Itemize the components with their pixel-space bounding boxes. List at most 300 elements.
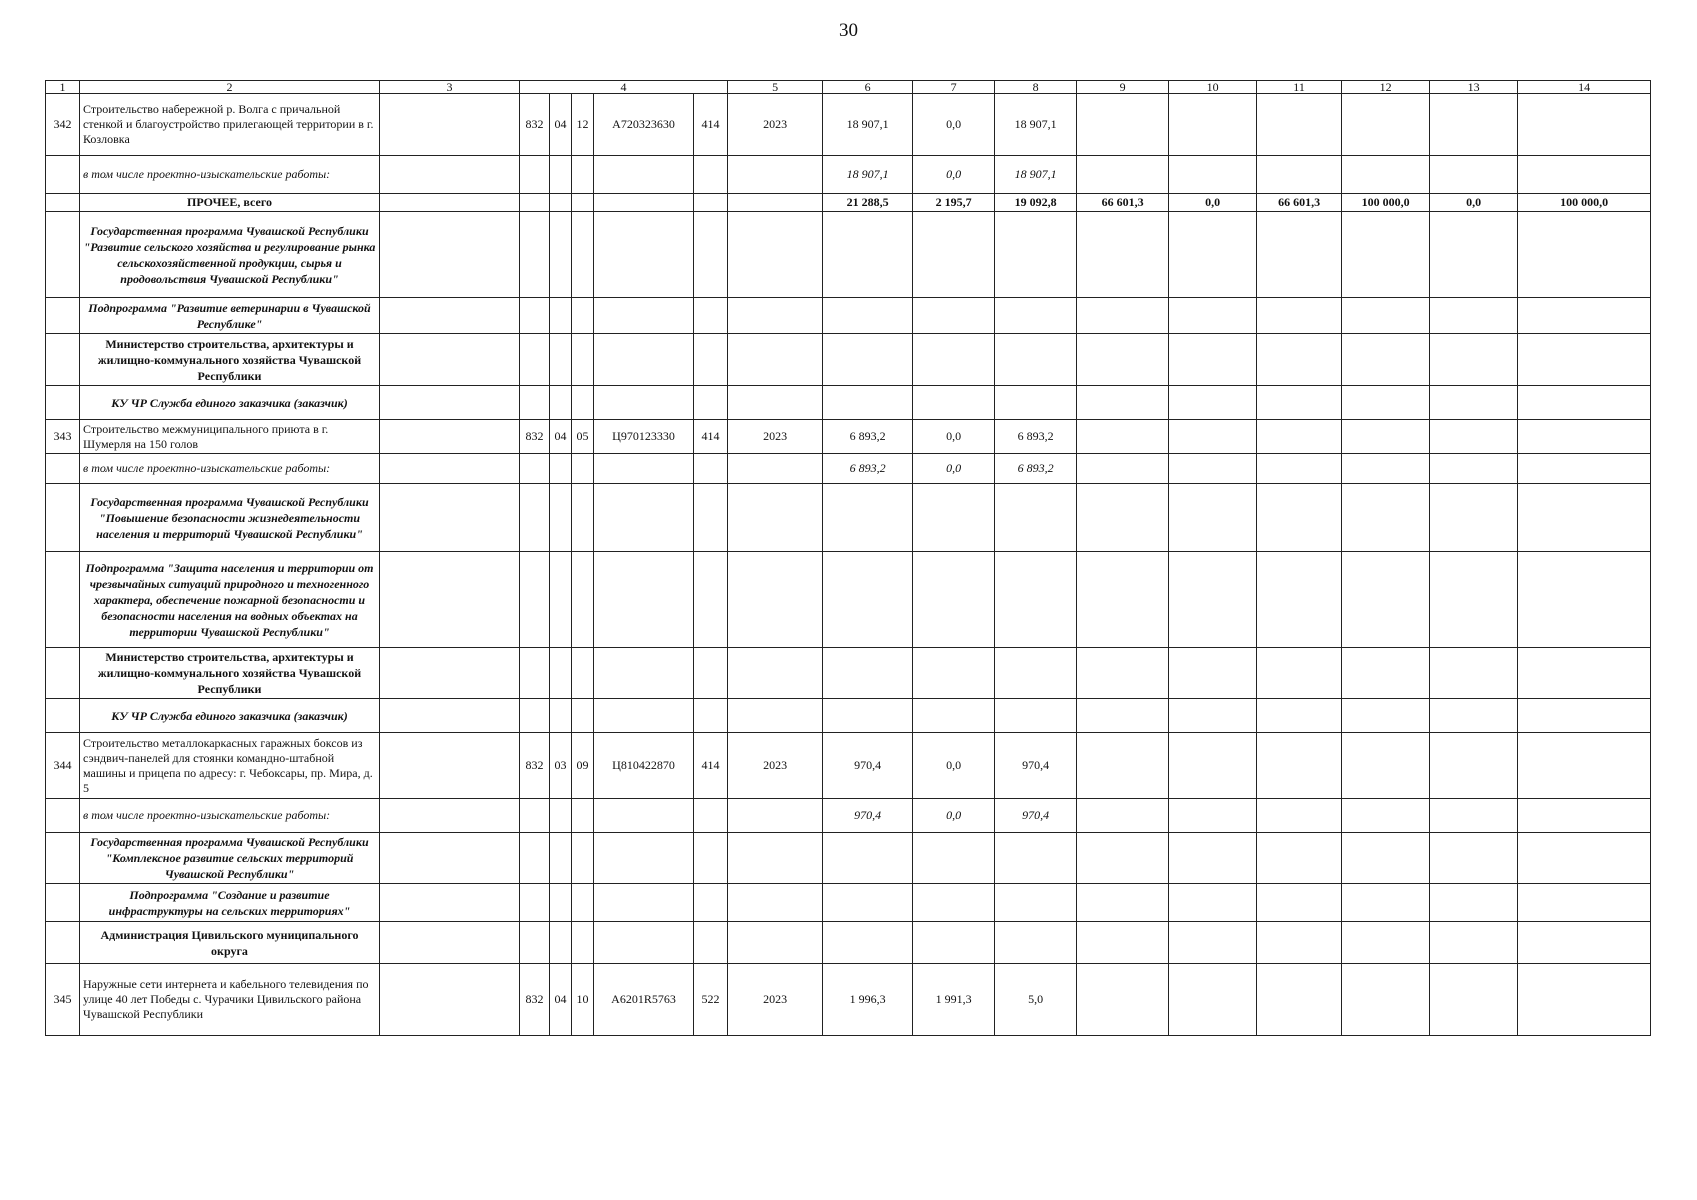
- cell-c13: [1430, 334, 1518, 386]
- cell-c6: [823, 833, 913, 884]
- cell-c13: [1430, 454, 1518, 484]
- table-row: [46, 212, 1651, 298]
- cell-c11: [1257, 964, 1342, 1036]
- cell-c7: 0,0: [913, 156, 995, 194]
- cell-c10: [1169, 799, 1257, 833]
- row-number: [46, 799, 80, 833]
- cell-c7: 0,0: [913, 94, 995, 156]
- cell-c14: [1518, 420, 1651, 454]
- cell-vr: [694, 386, 728, 420]
- cell-c14: [1518, 94, 1651, 156]
- row-number: 343: [46, 420, 80, 454]
- cell-c8: 19 092,8: [995, 194, 1077, 212]
- cell-c14: [1518, 156, 1651, 194]
- cell-pr: [572, 334, 594, 386]
- cell-c8: [995, 699, 1077, 733]
- cell-vr: [694, 922, 728, 964]
- cell-c11: [1257, 386, 1342, 420]
- row-description: Подпрограмма "Развитие ветеринарии в Чувашской Республике": [80, 298, 380, 334]
- table-row: [46, 386, 1651, 420]
- cell-pr: 12: [572, 94, 594, 156]
- cell-c11: [1257, 94, 1342, 156]
- row-description: Строительство металлокаркасных гаражных боксов из сэндвич-панелей для стоянки командно-штабной машины и прицепа по адресу: г. Чебоксары, пр. Мира, д. 5: [80, 733, 380, 799]
- cell-csr: [594, 194, 694, 212]
- cell-grbs: [520, 454, 550, 484]
- cell-c12: [1342, 833, 1430, 884]
- cell-grbs: 832: [520, 733, 550, 799]
- cell-c7: [913, 386, 995, 420]
- cell-vr: [694, 298, 728, 334]
- cell-grbs: [520, 334, 550, 386]
- cell-rz: [550, 212, 572, 298]
- cell-year: [728, 212, 823, 298]
- cell-pr: [572, 799, 594, 833]
- cell-c9: [1077, 298, 1169, 334]
- cell-c6: [823, 922, 913, 964]
- cell-c10: [1169, 94, 1257, 156]
- cell-c13: [1430, 699, 1518, 733]
- cell-grbs: 832: [520, 964, 550, 1036]
- cell-rz: [550, 194, 572, 212]
- cell-grbs: [520, 884, 550, 922]
- cell-year: [728, 334, 823, 386]
- cell-grbs: [520, 386, 550, 420]
- cell-c8: [995, 212, 1077, 298]
- cell-year: [728, 648, 823, 699]
- row-number: [46, 884, 80, 922]
- cell-c10: [1169, 552, 1257, 648]
- cell-c12: [1342, 699, 1430, 733]
- cell-year: [728, 454, 823, 484]
- cell-c10: [1169, 733, 1257, 799]
- cell-csr: [594, 386, 694, 420]
- cell-c12: [1342, 156, 1430, 194]
- cell-c12: [1342, 212, 1430, 298]
- column-3-cell: [380, 420, 520, 454]
- cell-c11: [1257, 484, 1342, 552]
- cell-pr: [572, 833, 594, 884]
- cell-pr: [572, 648, 594, 699]
- cell-c11: [1257, 420, 1342, 454]
- cell-c9: [1077, 922, 1169, 964]
- cell-grbs: [520, 552, 550, 648]
- cell-c11: [1257, 733, 1342, 799]
- header-cell: 12: [1342, 81, 1430, 94]
- cell-c12: [1342, 298, 1430, 334]
- cell-c9: [1077, 833, 1169, 884]
- cell-c8: 6 893,2: [995, 420, 1077, 454]
- cell-c8: [995, 833, 1077, 884]
- cell-c10: [1169, 454, 1257, 484]
- cell-vr: [694, 799, 728, 833]
- cell-c9: [1077, 884, 1169, 922]
- column-3-cell: [380, 194, 520, 212]
- cell-c6: [823, 699, 913, 733]
- cell-c8: 6 893,2: [995, 454, 1077, 484]
- cell-c7: [913, 334, 995, 386]
- cell-c9: [1077, 334, 1169, 386]
- cell-c10: [1169, 884, 1257, 922]
- row-number: [46, 833, 80, 884]
- cell-c7: [913, 922, 995, 964]
- cell-c13: [1430, 964, 1518, 1036]
- cell-c11: [1257, 212, 1342, 298]
- cell-csr: [594, 648, 694, 699]
- cell-c7: [913, 212, 995, 298]
- row-description: Подпрограмма "Создание и развитие инфраструктуры на сельских территориях": [80, 884, 380, 922]
- cell-grbs: [520, 922, 550, 964]
- cell-c13: [1430, 386, 1518, 420]
- cell-c14: [1518, 733, 1651, 799]
- cell-c8: [995, 386, 1077, 420]
- cell-c13: [1430, 156, 1518, 194]
- cell-vr: [694, 156, 728, 194]
- row-number: [46, 212, 80, 298]
- table-row: [46, 922, 1651, 964]
- cell-c14: [1518, 298, 1651, 334]
- cell-rz: [550, 298, 572, 334]
- row-number: [46, 194, 80, 212]
- header-cell: 10: [1169, 81, 1257, 94]
- cell-c10: [1169, 964, 1257, 1036]
- cell-c12: [1342, 552, 1430, 648]
- cell-c10: 0,0: [1169, 194, 1257, 212]
- cell-c14: [1518, 386, 1651, 420]
- header-cell: 13: [1430, 81, 1518, 94]
- header-cell: 3: [380, 81, 520, 94]
- header-cell: 9: [1077, 81, 1169, 94]
- table-row: [46, 454, 1651, 484]
- cell-c10: [1169, 420, 1257, 454]
- cell-rz: [550, 884, 572, 922]
- cell-c6: [823, 648, 913, 699]
- header-cell: 7: [913, 81, 995, 94]
- cell-pr: [572, 484, 594, 552]
- cell-c13: [1430, 94, 1518, 156]
- row-number: 344: [46, 733, 80, 799]
- cell-c13: [1430, 733, 1518, 799]
- cell-grbs: [520, 833, 550, 884]
- cell-vr: 414: [694, 420, 728, 454]
- cell-pr: [572, 454, 594, 484]
- cell-c6: [823, 298, 913, 334]
- cell-c14: [1518, 484, 1651, 552]
- cell-c14: [1518, 699, 1651, 733]
- row-number: [46, 334, 80, 386]
- table-row: [46, 884, 1651, 922]
- cell-c7: 0,0: [913, 420, 995, 454]
- cell-c7: [913, 552, 995, 648]
- cell-c13: [1430, 552, 1518, 648]
- cell-year: [728, 156, 823, 194]
- cell-c9: [1077, 733, 1169, 799]
- row-number: [46, 922, 80, 964]
- cell-c12: [1342, 648, 1430, 699]
- cell-c12: [1342, 884, 1430, 922]
- cell-c7: 0,0: [913, 454, 995, 484]
- header-cell: 8: [995, 81, 1077, 94]
- column-3-cell: [380, 699, 520, 733]
- row-description: Государственная программа Чувашской Республики "Повышение безопасности жизнедеятельности населения и территорий Чувашской Республики": [80, 484, 380, 552]
- cell-csr: Ц810422870: [594, 733, 694, 799]
- header-cell: 4: [520, 81, 728, 94]
- column-3-cell: [380, 484, 520, 552]
- cell-c9: [1077, 386, 1169, 420]
- cell-rz: [550, 699, 572, 733]
- cell-c6: 21 288,5: [823, 194, 913, 212]
- cell-csr: [594, 552, 694, 648]
- cell-c9: 66 601,3: [1077, 194, 1169, 212]
- header-cell: 5: [728, 81, 823, 94]
- cell-c8: [995, 484, 1077, 552]
- table-row: [46, 484, 1651, 552]
- cell-c6: [823, 484, 913, 552]
- cell-c9: [1077, 420, 1169, 454]
- cell-c14: [1518, 552, 1651, 648]
- table-row: [46, 194, 1651, 212]
- table-row: [46, 733, 1651, 799]
- cell-c11: [1257, 334, 1342, 386]
- cell-c8: 970,4: [995, 799, 1077, 833]
- cell-c10: [1169, 648, 1257, 699]
- row-number: [46, 484, 80, 552]
- cell-c14: [1518, 212, 1651, 298]
- row-description: Государственная программа Чувашской Республики "Развитие сельского хозяйства и регулирование рынка сельскохозяйственной продукции, сырья и продовольствия Чувашской Республики": [80, 212, 380, 298]
- cell-c11: 66 601,3: [1257, 194, 1342, 212]
- row-number: [46, 454, 80, 484]
- cell-csr: [594, 699, 694, 733]
- cell-csr: [594, 212, 694, 298]
- row-description: Государственная программа Чувашской Республики "Комплексное развитие сельских территорий Чувашской Республики": [80, 833, 380, 884]
- cell-pr: 05: [572, 420, 594, 454]
- cell-pr: 10: [572, 964, 594, 1036]
- column-3-cell: [380, 733, 520, 799]
- row-number: [46, 386, 80, 420]
- cell-vr: [694, 484, 728, 552]
- cell-c12: [1342, 386, 1430, 420]
- row-description: КУ ЧР Служба единого заказчика (заказчик): [80, 699, 380, 733]
- cell-c14: [1518, 799, 1651, 833]
- cell-pr: [572, 212, 594, 298]
- cell-c13: [1430, 799, 1518, 833]
- header-cell: 14: [1518, 81, 1651, 94]
- cell-c7: 0,0: [913, 733, 995, 799]
- header-row: [46, 81, 1651, 94]
- cell-c6: [823, 212, 913, 298]
- cell-c12: [1342, 420, 1430, 454]
- cell-csr: [594, 454, 694, 484]
- cell-c8: [995, 884, 1077, 922]
- cell-c9: [1077, 552, 1169, 648]
- table-row: [46, 334, 1651, 386]
- cell-c12: [1342, 733, 1430, 799]
- cell-c6: 18 907,1: [823, 156, 913, 194]
- cell-rz: [550, 334, 572, 386]
- column-3-cell: [380, 156, 520, 194]
- cell-csr: [594, 884, 694, 922]
- cell-c6: [823, 884, 913, 922]
- cell-csr: Ц970123330: [594, 420, 694, 454]
- cell-pr: [572, 156, 594, 194]
- cell-c7: [913, 648, 995, 699]
- cell-c12: [1342, 964, 1430, 1036]
- cell-c7: 0,0: [913, 799, 995, 833]
- cell-c6: 18 907,1: [823, 94, 913, 156]
- cell-csr: A720323630: [594, 94, 694, 156]
- cell-pr: [572, 298, 594, 334]
- cell-grbs: 832: [520, 94, 550, 156]
- row-number: [46, 699, 80, 733]
- column-3-cell: [380, 964, 520, 1036]
- row-number: [46, 156, 80, 194]
- cell-c10: [1169, 386, 1257, 420]
- cell-year: 2023: [728, 964, 823, 1036]
- row-description: Министерство строительства, архитектуры и жилищно-коммунального хозяйства Чувашской Республики: [80, 648, 380, 699]
- header-cell: 1: [46, 81, 80, 94]
- cell-year: [728, 699, 823, 733]
- cell-c13: [1430, 922, 1518, 964]
- cell-c11: [1257, 298, 1342, 334]
- cell-c11: [1257, 799, 1342, 833]
- cell-pr: [572, 922, 594, 964]
- cell-c12: [1342, 922, 1430, 964]
- cell-rz: 03: [550, 733, 572, 799]
- cell-c12: [1342, 334, 1430, 386]
- cell-c7: [913, 298, 995, 334]
- cell-c7: [913, 699, 995, 733]
- cell-grbs: [520, 298, 550, 334]
- table-row: [46, 964, 1651, 1036]
- cell-c9: [1077, 156, 1169, 194]
- table-row: [46, 552, 1651, 648]
- cell-c13: [1430, 648, 1518, 699]
- cell-c11: [1257, 884, 1342, 922]
- cell-pr: [572, 552, 594, 648]
- cell-c8: [995, 552, 1077, 648]
- cell-c14: [1518, 648, 1651, 699]
- column-3-cell: [380, 799, 520, 833]
- cell-c6: 6 893,2: [823, 420, 913, 454]
- cell-c8: 5,0: [995, 964, 1077, 1036]
- cell-year: [728, 194, 823, 212]
- cell-rz: 04: [550, 964, 572, 1036]
- cell-c14: [1518, 884, 1651, 922]
- cell-c10: [1169, 156, 1257, 194]
- cell-csr: [594, 156, 694, 194]
- cell-c8: 18 907,1: [995, 156, 1077, 194]
- cell-c11: [1257, 699, 1342, 733]
- cell-year: [728, 922, 823, 964]
- cell-c14: [1518, 334, 1651, 386]
- cell-c13: [1430, 484, 1518, 552]
- cell-rz: [550, 156, 572, 194]
- cell-csr: [594, 484, 694, 552]
- cell-c11: [1257, 156, 1342, 194]
- cell-grbs: [520, 648, 550, 699]
- cell-year: [728, 833, 823, 884]
- cell-c7: [913, 833, 995, 884]
- cell-c8: 18 907,1: [995, 94, 1077, 156]
- column-3-cell: [380, 884, 520, 922]
- header-cell: 6: [823, 81, 913, 94]
- cell-year: 2023: [728, 94, 823, 156]
- cell-year: [728, 298, 823, 334]
- page-number: 30: [839, 20, 858, 41]
- row-number: 342: [46, 94, 80, 156]
- cell-c12: [1342, 94, 1430, 156]
- cell-grbs: [520, 484, 550, 552]
- row-description: Строительство набережной р. Волга с причальной стенкой и благоустройство прилегающей территории в г. Козловка: [80, 94, 380, 156]
- row-number: [46, 552, 80, 648]
- cell-year: 2023: [728, 733, 823, 799]
- cell-rz: 04: [550, 420, 572, 454]
- cell-c13: 0,0: [1430, 194, 1518, 212]
- cell-c14: [1518, 833, 1651, 884]
- row-description: Наружные сети интернета и кабельного телевидения по улице 40 лет Победы с. Чурачики Цивильского района Чувашской Республики: [80, 964, 380, 1036]
- cell-c8: [995, 334, 1077, 386]
- header-cell: 2: [80, 81, 380, 94]
- row-description: в том числе проектно-изыскательские работы:: [80, 156, 380, 194]
- cell-c8: [995, 922, 1077, 964]
- cell-rz: [550, 484, 572, 552]
- row-description: в том числе проектно-изыскательские работы:: [80, 454, 380, 484]
- column-3-cell: [380, 212, 520, 298]
- row-number: [46, 648, 80, 699]
- cell-vr: [694, 833, 728, 884]
- cell-vr: 414: [694, 733, 728, 799]
- cell-c8: 970,4: [995, 733, 1077, 799]
- cell-vr: [694, 334, 728, 386]
- cell-year: [728, 386, 823, 420]
- cell-c6: [823, 552, 913, 648]
- cell-grbs: [520, 799, 550, 833]
- row-description: Министерство строительства, архитектуры и жилищно-коммунального хозяйства Чувашской Республики: [80, 334, 380, 386]
- cell-grbs: [520, 194, 550, 212]
- cell-year: [728, 552, 823, 648]
- table-row: [46, 156, 1651, 194]
- cell-year: [728, 884, 823, 922]
- cell-c12: [1342, 799, 1430, 833]
- table-row: [46, 420, 1651, 454]
- cell-c12: 100 000,0: [1342, 194, 1430, 212]
- cell-csr: [594, 298, 694, 334]
- row-number: [46, 298, 80, 334]
- table-row: [46, 799, 1651, 833]
- cell-vr: [694, 194, 728, 212]
- cell-c13: [1430, 298, 1518, 334]
- cell-pr: [572, 386, 594, 420]
- cell-c10: [1169, 922, 1257, 964]
- column-3-cell: [380, 552, 520, 648]
- cell-rz: [550, 833, 572, 884]
- cell-vr: [694, 212, 728, 298]
- cell-c11: [1257, 648, 1342, 699]
- cell-c11: [1257, 922, 1342, 964]
- cell-c8: [995, 298, 1077, 334]
- cell-c7: 1 991,3: [913, 964, 995, 1036]
- cell-rz: 04: [550, 94, 572, 156]
- cell-c9: [1077, 454, 1169, 484]
- cell-c7: 2 195,7: [913, 194, 995, 212]
- cell-grbs: [520, 699, 550, 733]
- cell-c9: [1077, 94, 1169, 156]
- row-description: в том числе проектно-изыскательские работы:: [80, 799, 380, 833]
- cell-pr: [572, 884, 594, 922]
- cell-c9: [1077, 212, 1169, 298]
- cell-grbs: [520, 212, 550, 298]
- table-row: [46, 94, 1651, 156]
- cell-c6: 6 893,2: [823, 454, 913, 484]
